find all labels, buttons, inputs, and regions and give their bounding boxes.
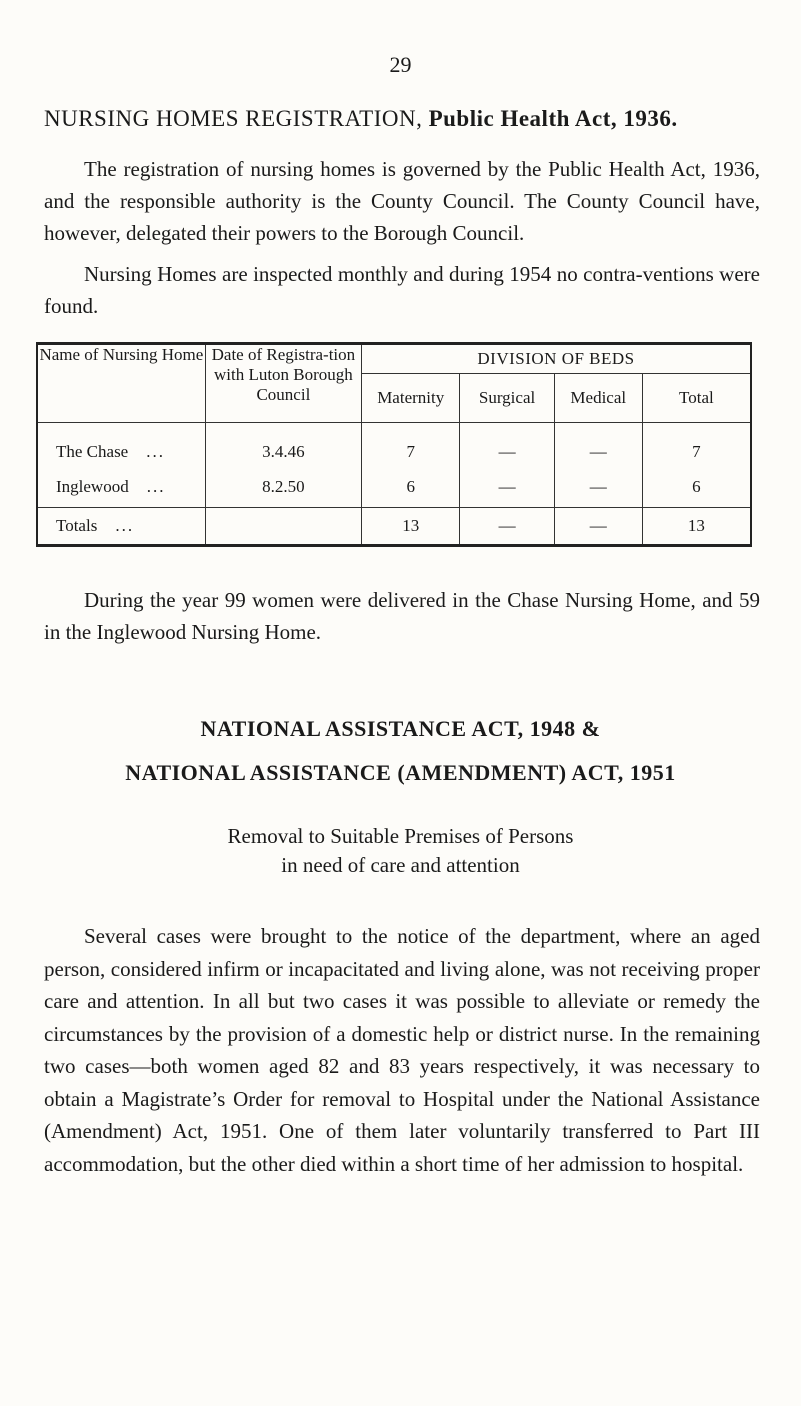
- totals-maternity: 13: [362, 508, 460, 546]
- col-header-total: Total: [642, 374, 751, 423]
- row-date: 8.2.50: [205, 467, 361, 508]
- totals-label: Totals: [56, 516, 98, 535]
- row-total: 6: [692, 477, 701, 496]
- section-title-nursing-homes: [44, 106, 678, 132]
- row-surgical: —: [460, 423, 554, 468]
- totals-surgical: —: [460, 508, 554, 546]
- leader-dots: ...: [146, 442, 165, 461]
- totals-date-empty: [205, 508, 361, 546]
- row-name: Inglewood: [56, 477, 129, 496]
- row-maternity: 6: [362, 467, 460, 508]
- row-name: The Chase: [56, 442, 129, 461]
- row-surgical: —: [460, 467, 554, 508]
- col-header-maternity: Maternity: [362, 374, 460, 423]
- leader-dots: ...: [115, 516, 135, 535]
- national-assistance-heading-line1: NATIONAL ASSISTANCE ACT, 1948 &: [200, 716, 601, 741]
- registration-paragraph: The registration of nursing homes is governed by the Public Health Act, 1936, and the responsible authority is the County Council. The County Council have, however, delegated their powers to the Borough Council.: [44, 157, 760, 245]
- col-header-name: Name of Nursing Home: [37, 344, 205, 423]
- row-medical: —: [554, 467, 642, 508]
- col-header-division-of-beds: DIVISION OF BEDS: [362, 344, 751, 374]
- col-header-medical: Medical: [554, 374, 642, 423]
- page-number: 29: [389, 52, 412, 77]
- national-assistance-heading-line2: NATIONAL ASSISTANCE (AMENDMENT) ACT, 1951: [125, 760, 676, 785]
- division-of-beds-table: [36, 342, 752, 547]
- removal-subheading-line1: Removal to Suitable Premises of Persons: [227, 824, 574, 848]
- deliveries-paragraph: During the year 99 women were delivered in the Chase Nursing Home, and 59 in the Inglewood Nursing Home.: [44, 588, 760, 644]
- totals-row: [37, 508, 751, 546]
- row-name-cell: [37, 467, 205, 508]
- totals-medical: —: [554, 508, 642, 546]
- row-medical: —: [554, 423, 642, 468]
- totals-label-cell: [37, 508, 205, 546]
- row-maternity: 7: [362, 423, 460, 468]
- row-date: 3.4.46: [205, 423, 361, 468]
- inspection-paragraph: Nursing Homes are inspected monthly and during 1954 no contra-ventions were found.: [44, 262, 760, 318]
- totals-total: 13: [642, 508, 751, 546]
- table-row: [37, 467, 751, 508]
- section-title-caps: NURSING HOMES REGISTRATION,: [44, 106, 423, 131]
- row-name-cell: [37, 423, 205, 468]
- row-total: 7: [692, 442, 701, 461]
- table-row: [37, 423, 751, 468]
- removal-subheading-line2: in need of care and attention: [281, 853, 520, 877]
- section-title-act: Public Health Act, 1936.: [428, 106, 678, 131]
- col-header-surgical: Surgical: [460, 374, 554, 423]
- removal-cases-paragraph: Several cases were brought to the notice of the department, where an aged person, considered infirm or incapacitated and living alone, was not receiving proper care and attention. In all but two cases it was possible to alleviate or remedy the circumstances by the provision of a domestic help or district nurse. In the remaining two cases—both women aged 82 and 83 years respectively, it was necessary to obtain a Magistrate’s Order for removal to Hospital under the National Assistance (Amendment) Act, 1951. One of them later voluntarily transferred to Part III accommodation, but the other died within a short time of her admission to hospital.: [44, 924, 760, 1176]
- col-header-date: Date of Registra-tion with Luton Borough Council: [205, 344, 361, 423]
- leader-dots: ...: [146, 477, 166, 496]
